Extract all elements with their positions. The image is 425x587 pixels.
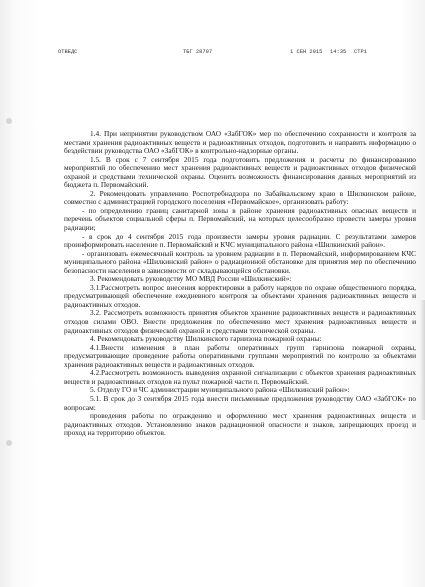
paragraph-2-item-2: - в срок до 4 сентября 2015 года произвести замеры уровня радиации. С результатами замеров проинформировать население п. Первомайский и КЧС муниципального района «Шилкинский район». [64, 231, 416, 250]
paragraph-4-1: 4.1.Внести изменения в план работы оперативных групп гарнизона пожарной охраны, предусматривающие проведение работы оперативными группами мероприятий по контролю за объектами хранения радиоактивных веществ и радиоактивных отходов. [64, 342, 416, 369]
scan-edge-shadow [420, 300, 425, 420]
paragraph-2-item-3: - организовать ежемесячный контроль за уровнем радиации в п. Первомайский, информированием КЧС муниципального района «Шилкинский район» о радиационной обстановке для принятия мер по обеспечению безопасности населения в зависимости от складывающейся обстановки. [64, 248, 416, 275]
paragraph-1-5: 1.5. В срок с 7 сентября 2015 года подготовить предложения и расчеты по финансированию мероприятий по обеспечению мест хранения радиоактивных веществ и радиоактивных отходов физической охраной и средствами технической охраны. Оценить возможность финансирования данных мероприятий из бюджета п. Первомайский. [64, 154, 416, 190]
fax-page-number: СТР1 [354, 49, 367, 55]
paragraph-5-1-item: проведения работы по ограждению и оформлению мест хранения радиоактивных веществ и радиоактивных отходов. Установлению знаков радиационной опасности и знаков, запрещающих проезд и проход на территорию объектов. [64, 411, 416, 438]
punch-hole-mark [6, 118, 12, 124]
paragraph-5-1: 5.1. В срок до 3 сентября 2015 года внести письменные предложения руководству ОАО «ЗабГОК» по вопросам: [64, 393, 416, 412]
document-body [64, 130, 416, 438]
fax-time: 14:35 [330, 49, 347, 55]
paragraph-3: 3. Рекомендовать руководству МО МВД России «Шилкинский»: [90, 274, 292, 284]
paragraph-1-4: 1.4. При непринятии руководством ОАО «ЗабГОК» мер по обеспечению сохранности и контроля за местами хранения радиоактивных веществ и радиоактивных отходов, подготовить и направить информацию о бездействии руководства ОАО «ЗабГОК» в контрольно-надзорные органы. [64, 129, 416, 156]
paragraph-3-2: 3.2. Рассмотреть возможность принятия объектов хранение радиоактивных веществ и радиоактивных отходов силами ОВО. Внести предложения по обеспечению мест хранения радиоактивных веществ и радиоактивных отходов физической охраной и средствами технической охраны. [64, 308, 416, 335]
fax-number: ТБГ 28707 [183, 49, 213, 55]
punch-hole-mark [6, 440, 12, 446]
fax-date: 1 СЕН 2015 [290, 49, 323, 55]
paragraph-3-1: 3.1.Рассмотреть вопрос внесения корректировки в работу нарядов по охране общественного порядка, предусматривающей обеспечение ежедневного контроля за объектами хранения радиоактивных веществ и радиоактивных отходов. [64, 282, 416, 309]
paragraph-5: 5. Отделу ГО и ЧС администрации муниципального района «Шилкинский район»: [90, 385, 350, 395]
paragraph-2: 2. Рекомендовать управлению Роспотребнадзора по Забайкальскому краю в Шилкинском районе, совместно с администрацией городского поселения «Первомайское», организовать работу: [64, 188, 416, 207]
fax-header [58, 49, 395, 59]
paragraph-4-2: 4.2.Рассмотреть возможность выведения охранной сигнализации с объектов хранения радиоактивных веществ и радиоактивных отходов на пульт пожарной части п. Первомайский. [64, 368, 416, 386]
fax-sender-id: ОТВЕДС [58, 49, 78, 55]
paragraph-2-item-1: - по определению границ санитарной зоны в районе хранения радиоактивных опасных веществ и перечень объектов социальной сферы п. Первомайский, на которых целесообразно провести замеры уровня радиации; [64, 205, 416, 233]
paragraph-4: 4. Рекомендовать руководству Шилкинского гарнизона пожарной охраны: [90, 334, 322, 344]
